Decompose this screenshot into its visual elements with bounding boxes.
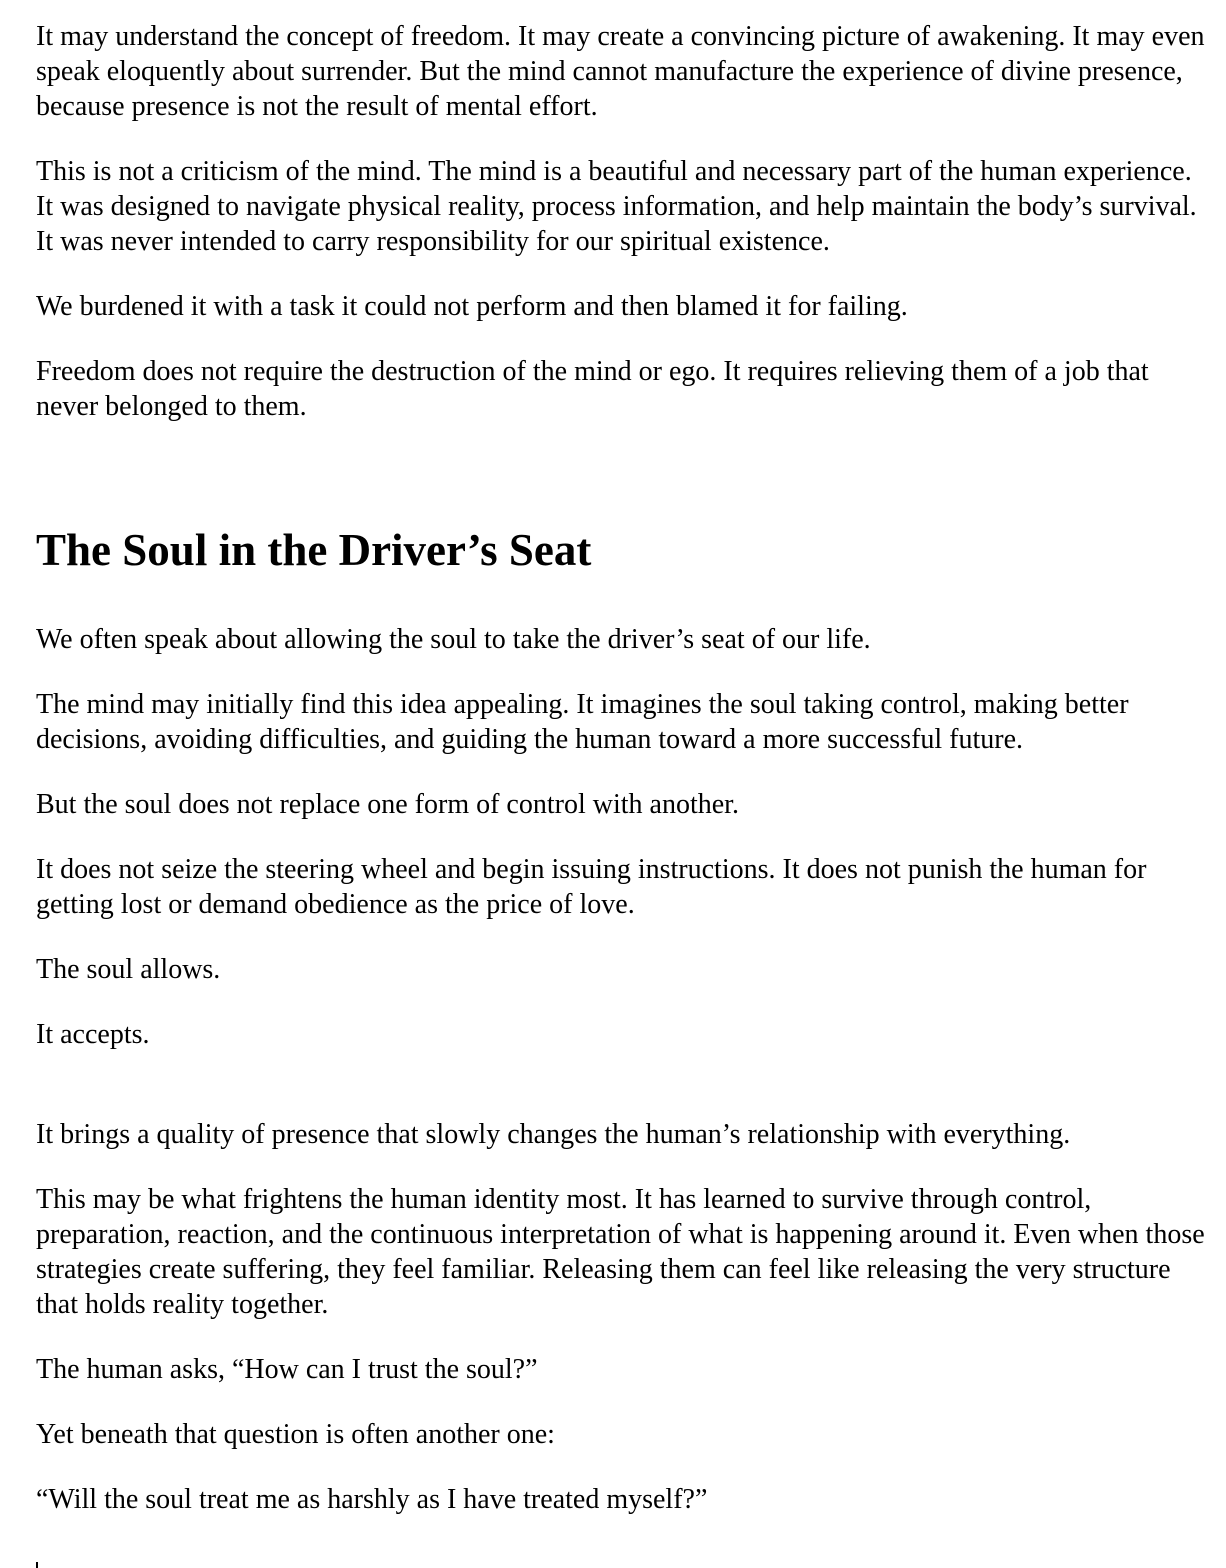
paragraph: Yet beneath that question is often another one: [36, 1419, 555, 1450]
section-heading: The Soul in the Driver’s Seat [36, 525, 592, 575]
paragraph: This may be what frightens the human identity most. It has learned to survive through control, preparation, reaction, and the continuous interpretation of what is happening around it. Even when those strategies create suffering, they feel familiar. Releasing them can feel like releasing the very structure that holds reality together. [36, 1184, 1205, 1320]
article-body [36, 19, 1211, 1547]
paragraph: It brings a quality of presence that slowly changes the human’s relationship with everything. [36, 1119, 1071, 1150]
paragraph: But the soul does not replace one form of control with another. [36, 789, 739, 820]
paragraph: We often speak about allowing the soul to take the driver’s seat of our life. [36, 624, 871, 655]
paragraph: Freedom does not require the destruction of the mind or ego. It requires relieving them of a job that never belonged to them. [36, 356, 1149, 422]
text-cursor-mark [36, 1562, 38, 1568]
paragraph: “Will the soul treat me as harshly as I have treated myself?” [36, 1484, 708, 1515]
paragraph: It accepts. [36, 1019, 150, 1050]
paragraph: The mind may initially find this idea appealing. It imagines the soul taking control, making better decisions, avoiding difficulties, and guiding the human toward a more successful future. [36, 689, 1129, 755]
paragraph: The human asks, “How can I trust the soul?” [36, 1354, 538, 1385]
paragraph: This is not a criticism of the mind. The mind is a beautiful and necessary part of the human experience. It was designed to navigate physical reality, process information, and help maintain the body’s survival. It was never intended to carry responsibility for our spiritual existence. [36, 156, 1197, 257]
paragraph: It may understand the concept of freedom. It may create a convincing picture of awakening. It may even speak eloquently about surrender. But the mind cannot manufacture the experience of divine presence, because presence is not the result of mental effort. [36, 21, 1205, 122]
paragraph: It does not seize the steering wheel and begin issuing instructions. It does not punish the human for getting lost or demand obedience as the price of love. [36, 854, 1147, 920]
paragraph: The soul allows. [36, 954, 221, 985]
empty-paragraph-gap [36, 1052, 1211, 1117]
paragraph: We burdened it with a task it could not perform and then blamed it for failing. [36, 291, 908, 322]
